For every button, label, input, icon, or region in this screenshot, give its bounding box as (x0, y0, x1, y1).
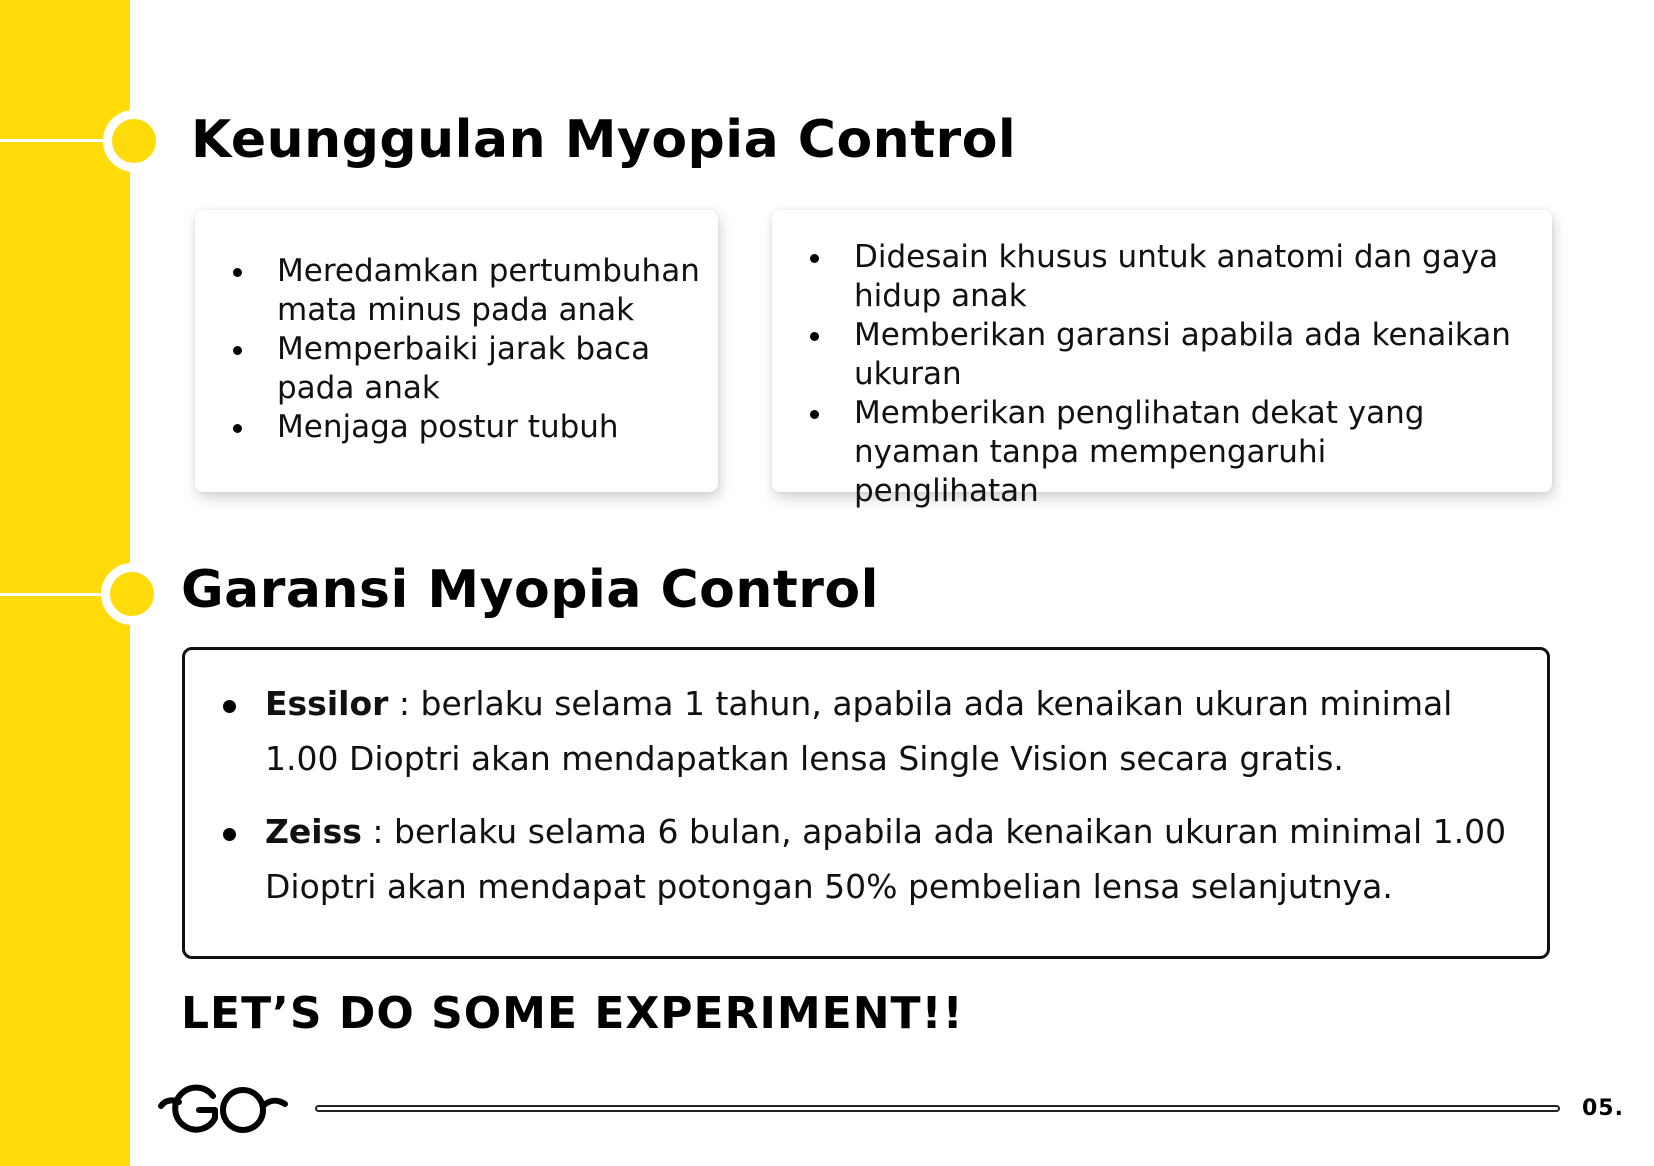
list-item: Meredamkan pertumbuhan mata minus pada anak (277, 252, 718, 330)
list-item (265, 676, 1507, 786)
list-item: Didesain khusus untuk anatomi dan gaya hidup anak (854, 238, 1512, 316)
list-item: Memberikan penglihatan dekat yang nyaman tanpa mempengaruhi penglihatan (854, 394, 1512, 511)
advantages-card-right (772, 210, 1552, 509)
call-to-action: LET’S DO SOME EXPERIMENT!! (181, 988, 964, 1039)
advantages-card-left (195, 210, 718, 492)
guarantee-text: : berlaku selama 1 tahun, apabila ada kenaikan ukuran minimal 1.00 Dioptri akan mendapatkan lensa Single Vision secara gratis. (265, 684, 1453, 778)
list-item: Memperbaiki jarak baca pada anak (277, 330, 718, 408)
brand-name: Essilor (265, 684, 389, 723)
section-title-garansi: Garansi Myopia Control (181, 560, 879, 620)
guarantee-box (182, 647, 1550, 959)
timeline-connector (0, 593, 110, 596)
list-item (265, 804, 1507, 914)
advantages-list-left (195, 252, 718, 447)
timeline-connector (0, 139, 110, 142)
page-number: 05. (1582, 1096, 1624, 1121)
guarantee-list (265, 676, 1507, 914)
timeline-dot-icon (103, 110, 165, 172)
brand-name: Zeiss (265, 812, 362, 851)
guarantee-text: : berlaku selama 6 bulan, apabila ada kenaikan ukuran minimal 1.00 Dioptri akan mendapat potongan 50% pembelian lensa selanjutnya. (265, 812, 1507, 906)
section-title-keunggulan: Keunggulan Myopia Control (191, 110, 1017, 170)
timeline-dot-icon (101, 563, 163, 625)
footer-divider (315, 1105, 1560, 1112)
list-item: Memberikan garansi apabila ada kenaikan ukuran (854, 317, 1511, 392)
list-item: Menjaga postur tubuh (277, 408, 718, 447)
go-eyeglasses-logo (155, 1080, 290, 1136)
advantages-list-right (772, 238, 1552, 511)
